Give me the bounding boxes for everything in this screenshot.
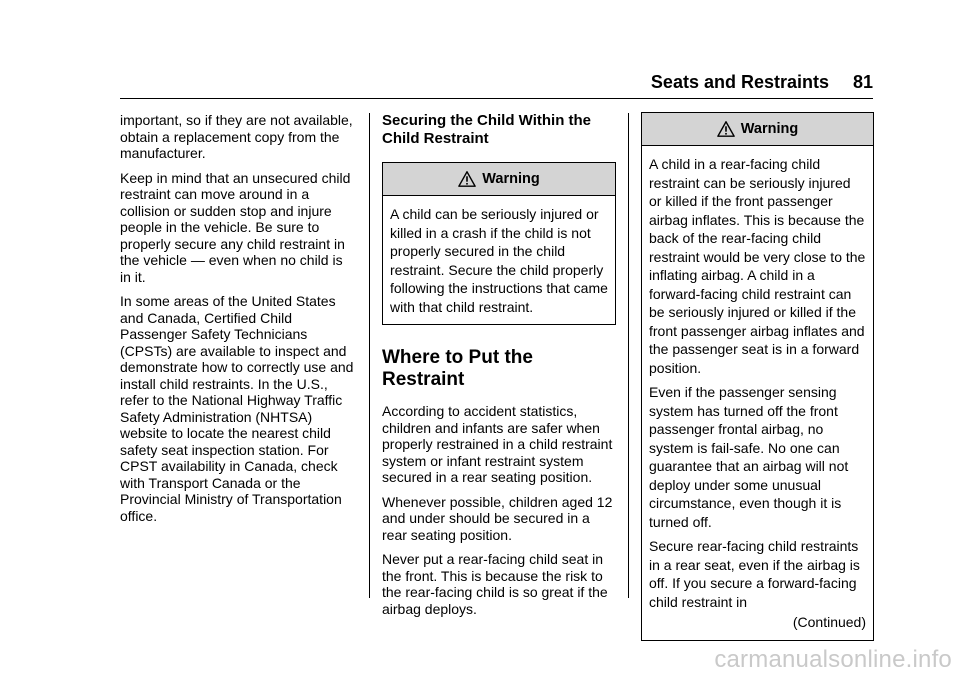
paragraph: According to accident statistics, children and infants are safer when properly restrained in a child restraint system or infant restraint system secured in a rear seating position. <box>382 403 613 485</box>
column-divider-2 <box>628 113 629 598</box>
warning-body <box>383 196 615 324</box>
warning-text: A child can be seriously injured or killed in a crash if the child is not properly secured in the child restraint. Secure the child properly following the instructions that came with that child restraint. <box>390 206 608 315</box>
warning-text: Even if the passenger sensing system has turned off the front passenger frontal airbag, no system is fail-safe. No one can guarantee that an airbag will not deploy under some unusual circumstance, even though it is turned off. <box>649 384 849 530</box>
watermark: carmanualsonline.info <box>714 646 952 673</box>
column-2 <box>382 112 616 625</box>
section-title: Seats and Restraints <box>650 72 829 92</box>
paragraph: Keep in mind that an unsecured child restraint can move around in a collision or sudden stop and injure people in the vehicle. Be sure to properly secure any child restraint in the vehicle — even when no child is in it. <box>120 169 351 285</box>
header-rule <box>120 98 873 99</box>
warning-box <box>641 112 874 641</box>
paragraph: Whenever possible, children aged 12 and under should be secured in a rear seating position. <box>382 493 613 543</box>
page-header <box>120 70 873 100</box>
paragraph: important, so if they are not available, obtain a replacement copy from the manufacturer. <box>120 112 353 161</box>
warning-triangle-icon <box>717 120 735 138</box>
warning-body <box>642 146 873 640</box>
warning-title: Warning <box>740 120 799 137</box>
column-divider-1 <box>369 113 370 598</box>
warning-header <box>642 113 873 146</box>
warning-title: Warning <box>482 170 540 187</box>
paragraph: In some areas of the United States and Canada, Certified Child Passenger Safety Technicians (CPSTs) are available to inspect and demonstrate how to correctly use and install child restraints. In the U.S., refer to the National Highway Traffic Safety Administration (NHTSA) website to locate the nearest child safety seat inspection station. For CPST availability in Canada, check with Transport Canada or the Provincial Ministry of Transportation office. <box>120 293 354 524</box>
column-3 <box>641 112 874 641</box>
paragraph: Never put a rear-facing child seat in the front. This is because the risk to the rear-facing child is so great if the airbag deploys. <box>382 551 608 617</box>
column-1 <box>120 112 356 532</box>
page-number: 81 <box>852 72 873 92</box>
warning-box <box>382 162 616 325</box>
warning-text: A child in a rear-facing child restraint can be seriously injured or killed if the front passenger airbag inflates. This is because the back of the rear-facing child restraint would be very close to the inflating airbag. A child in a forward-facing child restraint can be seriously injured or killed if the front passenger airbag inflates and the passenger seat is in a forward position. <box>649 156 866 376</box>
continued-label: (Continued) <box>792 614 866 630</box>
subsection-heading: Securing the Child Within the Child Restraint <box>382 112 592 147</box>
warning-header <box>383 163 615 196</box>
section-heading: Where to Put the Restraint <box>382 347 533 390</box>
warning-triangle-icon <box>458 170 476 188</box>
warning-text: Secure rear-facing child restraints in a rear seat, even if the airbag is off. If you secure a forward-facing child restraint in <box>649 538 860 610</box>
